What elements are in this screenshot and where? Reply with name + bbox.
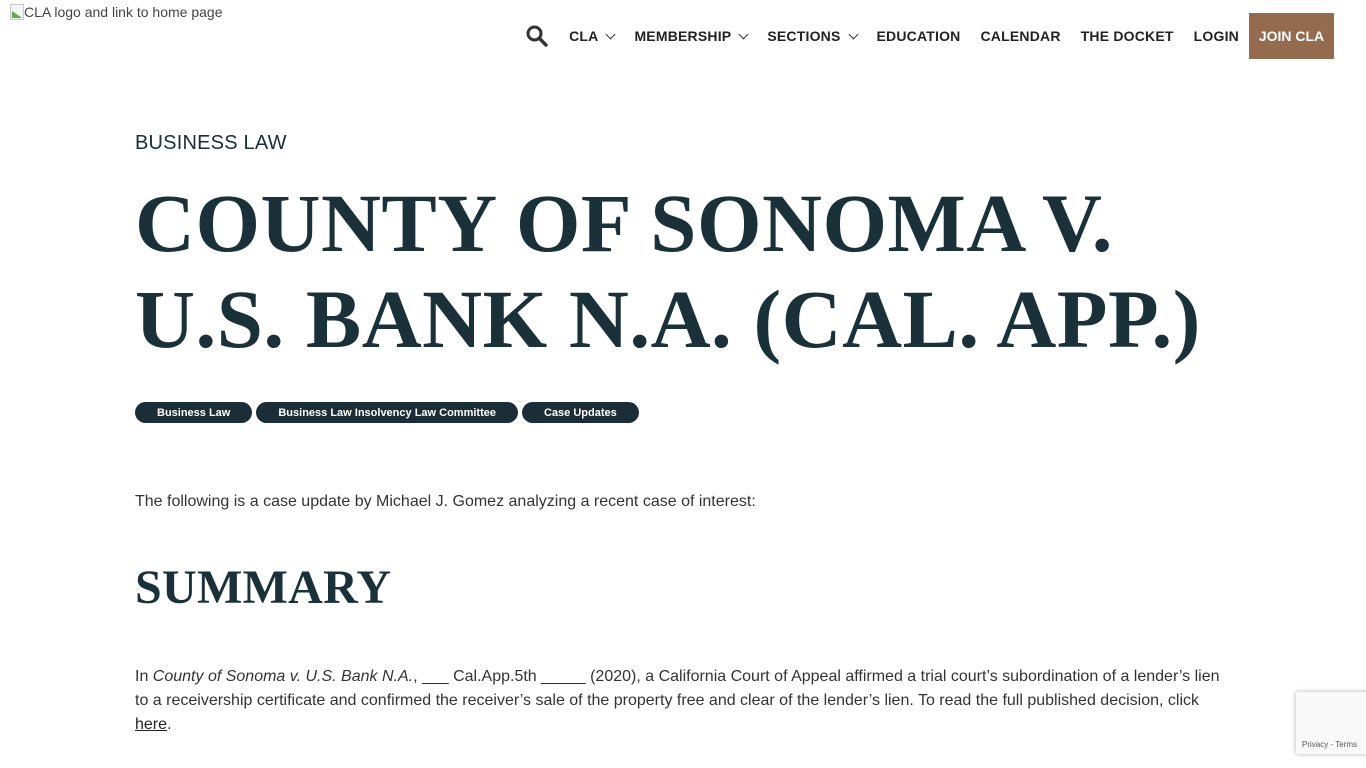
tag-business-law-insolvency-law-committee[interactable]: Business Law Insolvency Law Committee xyxy=(256,402,518,423)
intro-paragraph: The following is a case update by Michael J. Gomez analyzing a recent case of interest: xyxy=(135,493,756,510)
page-title: COUNTY OF SONOMA V. U.S. BANK N.A. (CAL. APP.) xyxy=(135,177,1201,365)
nav-cla[interactable] xyxy=(569,28,614,44)
nav-the-docket[interactable] xyxy=(1081,28,1174,44)
recaptcha-separator: - xyxy=(1328,740,1336,749)
nav-education[interactable] xyxy=(877,28,961,44)
decision-link[interactable]: here xyxy=(135,716,168,733)
summary-suffix: . xyxy=(167,716,172,733)
summary-paragraph xyxy=(135,665,1235,737)
summary-heading: SUMMARY xyxy=(135,561,392,614)
nav-cla-label: CLA xyxy=(569,28,599,44)
recaptcha-links xyxy=(1302,740,1357,749)
nav-calendar[interactable] xyxy=(981,28,1061,44)
chevron-down-icon xyxy=(739,29,749,39)
nav-login[interactable] xyxy=(1194,28,1239,44)
article-category: BUSINESS LAW xyxy=(135,132,287,154)
recaptcha-privacy-link[interactable]: Privacy xyxy=(1302,740,1329,749)
search-button[interactable] xyxy=(525,24,549,48)
tag-list xyxy=(135,402,643,423)
chevron-down-icon xyxy=(848,29,858,39)
nav-calendar-label: CALENDAR xyxy=(980,28,1061,44)
nav-the-docket-label: THE DOCKET xyxy=(1080,28,1174,44)
nav-membership-label: MEMBERSHIP xyxy=(634,28,732,44)
nav-education-label: EDUCATION xyxy=(876,28,961,44)
join-cla-button[interactable]: JOIN CLA xyxy=(1249,13,1334,59)
nav-login-label: LOGIN xyxy=(1193,28,1239,44)
home-logo-link[interactable] xyxy=(10,4,222,20)
tag-case-updates[interactable]: Case Updates xyxy=(522,402,639,423)
recaptcha-badge xyxy=(1296,692,1366,754)
case-name: County of Sonoma v. U.S. Bank N.A. xyxy=(152,668,414,685)
site-header xyxy=(0,0,1366,70)
nav-sections-label: SECTIONS xyxy=(767,28,841,44)
recaptcha-terms-link[interactable]: Terms xyxy=(1335,740,1357,749)
summary-body: , ___ Cal.App.5th _____ (2020), a California Court of Appeal affirmed a trial court’s subordination of a lender’s lien to a receivership certificate and confirmed the receiver’s sale of the property free and clear of the lender’s lien. To read the full published decision, click xyxy=(135,668,1220,709)
summary-prefix: In xyxy=(135,668,153,685)
chevron-down-icon xyxy=(606,29,616,39)
nav-membership[interactable] xyxy=(634,28,747,44)
nav-sections[interactable] xyxy=(767,28,856,44)
tag-business-law[interactable]: Business Law xyxy=(135,402,252,423)
logo-alt-text: CLA logo and link to home page xyxy=(24,4,223,20)
main-navigation xyxy=(525,13,1334,59)
search-icon xyxy=(525,24,549,48)
broken-image-icon xyxy=(10,4,24,20)
